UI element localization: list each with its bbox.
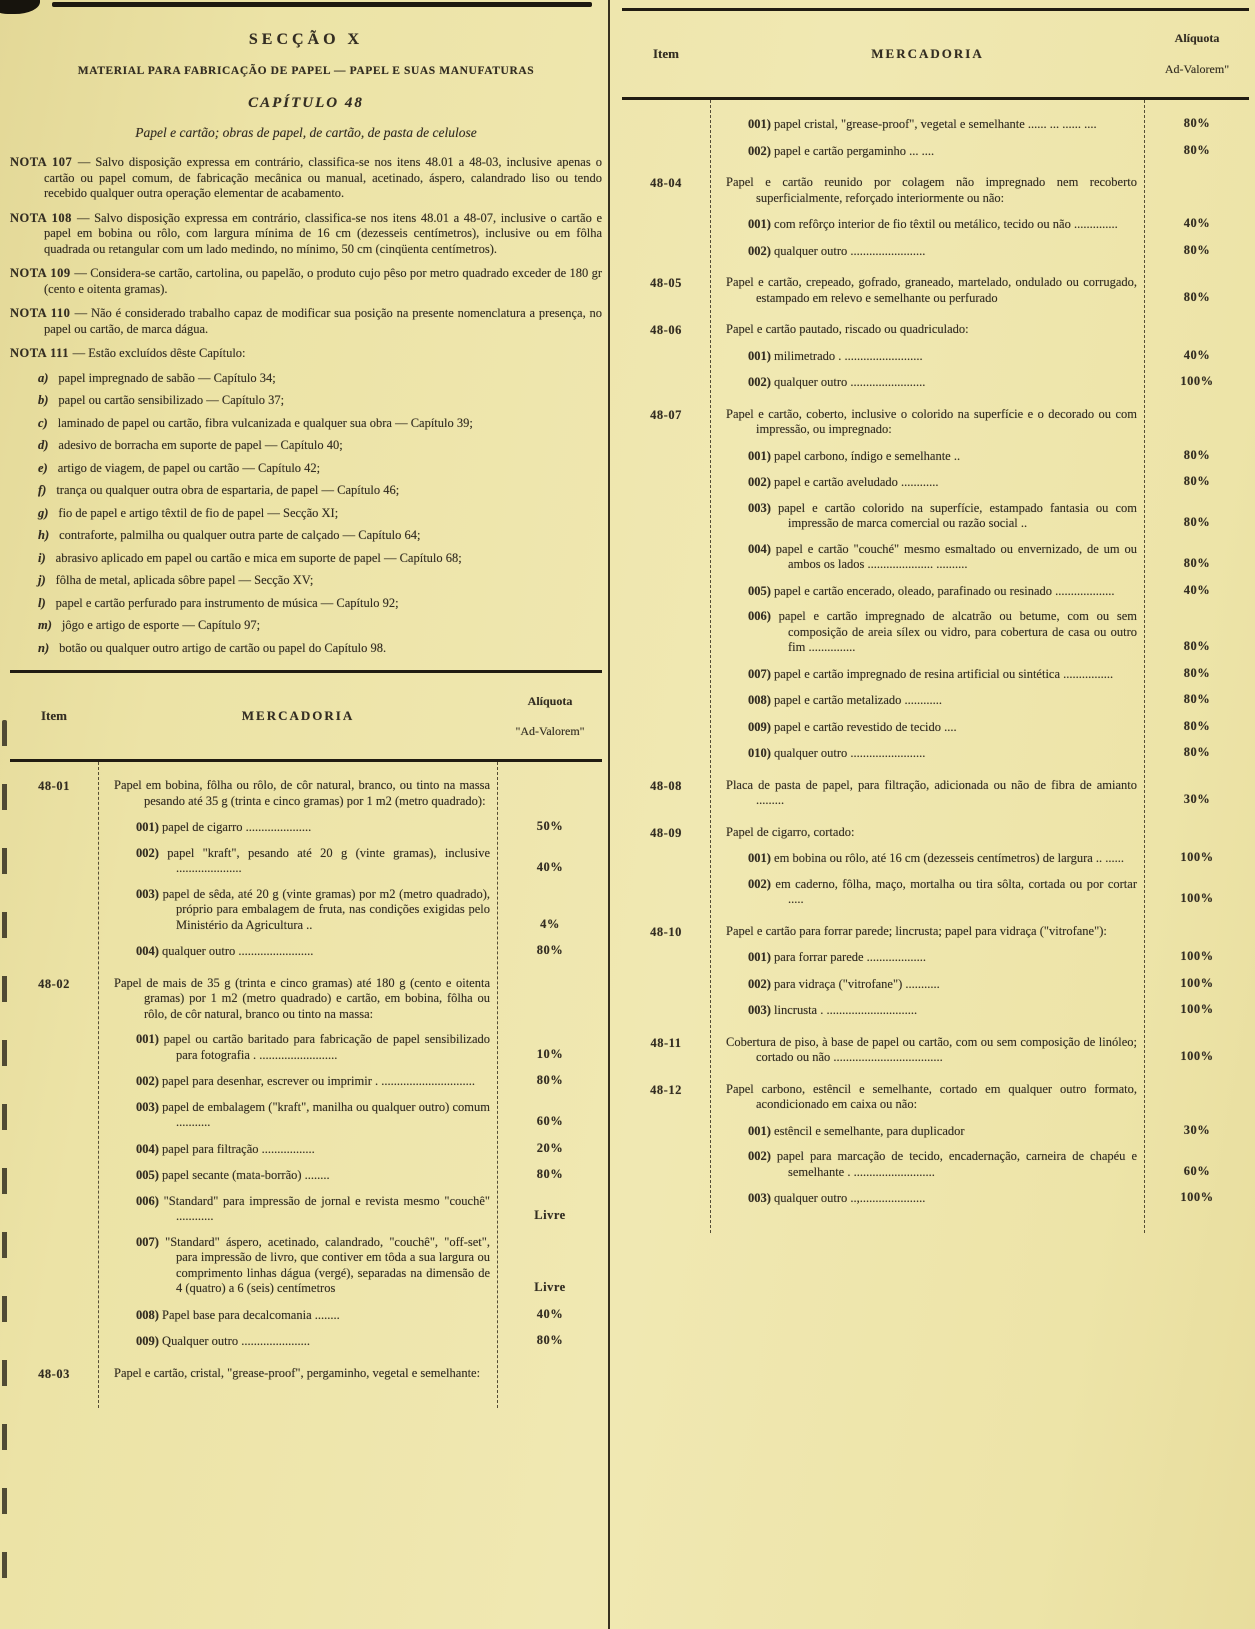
row-description: [710, 407, 1249, 438]
rate-value: 80%: [1183, 556, 1211, 570]
sub-item-number: 001): [748, 348, 775, 363]
sub-item: [710, 877, 1249, 908]
rate-value: 60%: [536, 1114, 564, 1129]
scan-artifact-binding-marks: [2, 720, 7, 1580]
rate-value: 100%: [1180, 891, 1214, 905]
note-label: NOTA 111: [10, 346, 73, 361]
rate-header-line2: "Ad-Valorem": [515, 724, 585, 739]
note-item: NOTA 108 — Salvo disposição expressa em contrário, classifica-se nos itens 48.01 a 48-07, inclusive o cartão e papel em bobina ou rôlo, com largura mínima de 16 cm (dezesseis centímetros), inclusive ou em fôlha quadrada ou retangular com um lado medindo, no mínimo, 50 cm (cinqüenta centímetros).: [10, 210, 602, 256]
rate-value: 80%: [1183, 142, 1211, 157]
row-body: [98, 1366, 602, 1383]
exclusion-letter: d): [38, 438, 49, 453]
table-row: [622, 778, 1249, 809]
sub-item: [98, 1333, 602, 1350]
tariff-table-left: [10, 670, 602, 1408]
sub-item: [710, 1190, 1249, 1207]
table-row: [622, 116, 1249, 159]
exclusion-item: b) papel ou cartão sensibilizado — Capítulo 37;: [38, 393, 285, 408]
sub-item-number: 006): [748, 609, 779, 623]
tariff-table-right: [622, 8, 1249, 1233]
sub-item-text: 004) qualquer outro ........................: [136, 944, 314, 959]
sub-item-number: 001): [748, 1123, 775, 1138]
column-header-merchandise: MERCADORIA: [871, 45, 984, 61]
column-header-merchandise: MERCADORIA: [241, 708, 355, 724]
rate-value: [1145, 839, 1249, 840]
sub-item: [710, 976, 1249, 993]
sub-item-number: 003): [748, 1191, 775, 1205]
row-description: [710, 275, 1249, 306]
item-code: 48-04: [650, 176, 682, 190]
sub-item: [710, 949, 1249, 966]
exclusion-item: j) fôlha de metal, aplicada sôbre papel — Secção XV;: [38, 573, 314, 588]
rate-value: 30%: [1183, 1122, 1211, 1137]
chapter-subject: Papel e cartão; obras de papel, de cartão, de pasta de celulose: [135, 124, 477, 140]
table-row: [622, 275, 1249, 306]
column-header-rate: [498, 673, 602, 759]
sub-item-number: 002): [136, 1074, 163, 1089]
sub-item-text: 001) para forrar parede ...................: [748, 950, 927, 964]
item-code: 48-05: [650, 276, 682, 290]
rate-value: Livre: [534, 1208, 566, 1223]
item-code: [622, 116, 710, 159]
sub-item: [710, 719, 1249, 736]
item-code: 48-07: [650, 407, 682, 422]
column-header-item: Item: [653, 45, 679, 61]
exclusion-item: n) botão ou qualquer outro artigo de cartão ou papel do Capítulo 98.: [38, 640, 387, 655]
row-description: [710, 825, 1249, 841]
table-header: [10, 673, 602, 759]
exclusion-letter: l): [38, 595, 46, 610]
sub-item-number: 002): [748, 475, 775, 489]
sub-item-text: 001) em bobina ou rôlo, até 16 cm (dezesseis centímetros) de largura .. ......: [748, 851, 1125, 865]
sub-item-number: 001): [748, 950, 775, 964]
table-row: [622, 1035, 1249, 1066]
exclusion-letter: b): [38, 393, 49, 408]
rate-value: 40%: [1183, 582, 1211, 597]
table-row: [622, 825, 1249, 908]
row-body: [710, 116, 1249, 159]
note-label: NOTA 109: [10, 266, 75, 281]
row-body: [710, 825, 1249, 908]
exclusion-item: e) artigo de viagem, de papel ou cartão — Capítulo 42;: [38, 460, 321, 475]
rate-value: 40%: [536, 860, 564, 875]
sub-item: [98, 1032, 602, 1063]
note-item: NOTA 111 — Estão excluídos dêste Capítulo:: [10, 346, 246, 361]
exclusion-letter: e): [38, 460, 48, 475]
rate-header-line1: Alíquota: [1174, 31, 1220, 46]
rate-value: 40%: [1183, 216, 1211, 230]
row-description: [710, 1035, 1249, 1066]
rate-value: 100%: [1180, 1002, 1214, 1016]
rate-value: 80%: [1183, 665, 1211, 680]
section-title: SECÇÃO X: [248, 31, 364, 48]
sub-item-number: 009): [136, 1334, 163, 1349]
sub-item-number: 003): [136, 886, 163, 901]
sub-item-number: 002): [748, 876, 776, 891]
exclusion-letter: j): [38, 573, 46, 588]
sub-item-text: 002) papel e cartão pergaminho ... ....: [748, 143, 935, 158]
row-description: [710, 1082, 1249, 1113]
sub-item: [710, 216, 1249, 233]
rate-value: 100%: [1180, 374, 1214, 388]
sub-item: [98, 1194, 602, 1225]
rate-value: 80%: [536, 943, 564, 958]
rate-value: 80%: [536, 1073, 564, 1088]
sub-item-text: 003) papel de embalagem ("kraft", manilha ou qualquer outro) comum ...........: [136, 1099, 490, 1130]
description-text: Papel de cigarro, cortado:: [726, 824, 855, 839]
table-header: [622, 11, 1249, 97]
sub-item: [710, 1149, 1249, 1180]
sub-item-text: 007) "Standard" áspero, acetinado, calandrado, "couchê", "off-set", para impressão de livro, que contiver em tôda a sua largura ou comprimento linhas dágua (vergé), separadas na dimensão de 4 (quatro) a 6 (seis) centímetros: [136, 1234, 490, 1296]
rate-value: 80%: [1183, 447, 1211, 462]
sub-item-text: 002) qualquer outro ........................: [748, 375, 926, 389]
sub-item-number: 010): [748, 746, 775, 760]
exclusion-item: a) papel impregnado de sabão — Capítulo 34;: [38, 370, 276, 385]
table-body: [622, 100, 1249, 1233]
left-column: [0, 0, 608, 1629]
description-text: Papel carbono, estêncil e semelhante, cortado em qualquer outro formato, acondicionado em caixa ou não:: [726, 1081, 1137, 1111]
sub-item-text: 003) papel de sêda, até 20 g (vinte gramas) por m2 (metro quadrado), próprio para embalagem de fruta, nas condições exigidas pelo Ministério da Agricultura ..: [136, 886, 490, 932]
sub-item-text: 004) papel e cartão "couché" mesmo esmaltado ou envernizado, de um ou ambos os lados ..................... ..........: [748, 541, 1137, 571]
rate-value: [1145, 437, 1249, 438]
rate-value: 40%: [1183, 347, 1211, 362]
item-code: 48-11: [650, 1035, 682, 1050]
exclusion-item: d) adesivo de borracha em suporte de papel — Capítulo 40;: [38, 438, 343, 453]
row-body: [98, 778, 602, 960]
description-text: Papel e cartão para forrar parede; lincrusta; papel para vidraça ("vitrofane"):: [726, 923, 1107, 938]
sub-item-text: 001) estêncil e semelhante, para duplicador: [748, 1123, 965, 1138]
sub-item-text: 002) qualquer outro ........................: [748, 243, 926, 258]
sub-item-text: 001) papel carbono, índigo e semelhante ..: [748, 448, 961, 463]
sub-item-text: 002) papel para marcação de tecido, encadernação, carneira de chapéu e semelhante . ..........................: [748, 1149, 1137, 1179]
sub-item-number: 007): [748, 666, 775, 681]
sub-item: [98, 1235, 602, 1297]
sub-item: [710, 1002, 1249, 1019]
row-body: [710, 175, 1249, 259]
rate-value: Livre: [534, 1280, 566, 1295]
sub-item: [710, 448, 1249, 465]
exclusion-letter: h): [38, 528, 50, 543]
note-label: NOTA 107: [10, 155, 78, 170]
sub-item: [710, 542, 1249, 573]
sub-item: [98, 943, 602, 960]
sub-item-number: 001): [748, 217, 775, 231]
description-text: Placa de pasta de papel, para filtração, adicionada ou não de fibra de amianto .........: [726, 777, 1137, 807]
item-code: 48-02: [38, 976, 70, 991]
sub-item-text: 008) papel e cartão metalizado ............: [748, 693, 943, 707]
exclusion-item: l) papel e cartão perfurado para instrumento de música — Capítulo 92;: [38, 595, 399, 610]
description-text: Papel e cartão reunido por colagem não impregnado nem recoberto superficialmente, reforçado interiormente ou não:: [726, 175, 1137, 205]
rate-value: 100%: [1180, 850, 1214, 864]
row-body: [710, 1035, 1249, 1066]
description-text: Papel e cartão, cristal, "grease-proof", pergaminho, vegetal e semelhante:: [114, 1365, 481, 1380]
rate-value: 80%: [1183, 289, 1211, 304]
sub-item: [710, 143, 1249, 160]
sub-item-number: 002): [748, 243, 775, 258]
sub-item-number: 005): [748, 583, 775, 598]
section-subtitle: MATERIAL PARA FABRICAÇÃO DE PAPEL — PAPEL E SUAS MANUFATURAS: [77, 64, 535, 77]
sub-item-number: 001): [136, 1032, 164, 1047]
rate-value: 50%: [536, 819, 564, 834]
rate-value: [1145, 337, 1249, 338]
sub-item-number: 001): [136, 820, 163, 835]
right-column: [610, 0, 1255, 1629]
sub-item-text: 007) papel e cartão impregnado de resina artificial ou sintética ................: [748, 666, 1114, 681]
row-body: [98, 976, 602, 1350]
sub-item-text: 005) papel e cartão encerado, oleado, parafinado ou resinado ...................: [748, 583, 1115, 598]
sub-item-number: 008): [136, 1307, 163, 1322]
row-description: [710, 778, 1249, 809]
sub-item-text: 008) Papel base para decalcomania ........: [136, 1307, 340, 1322]
description-text: Papel em bobina, fôlha ou rôlo, de côr natural, branco, ou tinto na massa pesando até 35 g (trinta e cinco gramas) por 1 m2 (metro quadrado):: [114, 778, 490, 808]
sub-item-text: 001) milimetrado . .........................: [748, 348, 923, 363]
sub-item-number: 008): [748, 693, 775, 707]
sub-item-text: 001) papel ou cartão baritado para fabricação de papel sensibilizado para fotografia . .........................: [136, 1032, 490, 1062]
rate-header-line1: Alíquota: [527, 693, 573, 708]
sub-item: [710, 116, 1249, 133]
sub-item-text: 002) em caderno, fôlha, maço, mortalha ou tira sôlta, cortada ou por cortar .....: [748, 876, 1137, 906]
sub-item-text: 005) papel secante (mata-borrão) ........: [136, 1168, 330, 1183]
table-body: [10, 762, 602, 1408]
sub-item: [98, 887, 602, 934]
exclusion-item: c) laminado de papel ou cartão, fibra vulcanizada e qualquer sua obra — Capítulo 39;: [38, 415, 473, 430]
note-label: NOTA 108: [10, 210, 77, 225]
sub-item-text: 003) qualquer outro ..,.....................: [748, 1191, 926, 1205]
sub-item-number: 003): [136, 1099, 163, 1114]
sub-item: [710, 583, 1249, 600]
row-description: [710, 924, 1249, 940]
column-rule: [710, 100, 711, 1233]
sub-item: [710, 666, 1249, 683]
sub-item: [98, 819, 602, 836]
item-code: 48-10: [650, 924, 682, 939]
exclusion-letter: c): [38, 415, 48, 430]
exclusion-letter: i): [38, 550, 46, 565]
sub-item: [710, 692, 1249, 709]
sub-item-text: 001) papel de cigarro .....................: [136, 820, 312, 835]
sub-item-text: 009) papel e cartão revestido de tecido ....: [748, 719, 957, 734]
sub-item-text: 010) qualquer outro ........................: [748, 746, 926, 760]
sub-item-text: 002) papel para desenhar, escrever ou imprimir . ..............................: [136, 1074, 475, 1089]
sub-item-number: 004): [136, 944, 163, 959]
rate-value: 80%: [1183, 116, 1211, 130]
sub-item-text: 001) papel cristal, "grease-proof", vegetal e semelhante ...... ... ...... ....: [748, 117, 1097, 131]
item-code: 48-06: [650, 323, 682, 337]
exclusion-item: i) abrasivo aplicado em papel ou cartão e mica em suporte de papel — Capítulo 68;: [38, 550, 462, 565]
row-body: [710, 407, 1249, 762]
description-text: Cobertura de piso, à base de papel ou cartão, com ou sem composição de linóleo; cortado ou não ...................................: [726, 1034, 1137, 1064]
rate-value: 20%: [536, 1140, 564, 1155]
sub-item: [98, 1073, 602, 1090]
note-item: NOTA 109 — Considera-se cartão, cartolina, ou papelão, o produto cujo pêso por metro quadrado exceder de 180 gr (cento e oitenta gramas).: [10, 266, 602, 296]
sub-item-number: 002): [748, 375, 775, 389]
rate-value: 80%: [1183, 718, 1211, 733]
row-description: [710, 322, 1249, 338]
sub-item: [98, 1141, 602, 1158]
row-description: [98, 1366, 602, 1382]
rate-value: 100%: [1180, 949, 1214, 963]
note-item: NOTA 107 — Salvo disposição expressa em contrário, classifica-se nos itens 48.01 a 48-03, inclusive apenas o cartão ou papel comum, de fabricação mecânica ou manual, acetinado, áspero, calandrado liso ou tendo recebido qualquer outra operação elementar de acabamento.: [10, 155, 602, 201]
rate-value: 80%: [536, 1167, 564, 1182]
exclusion-item: h) contraforte, palmilha ou qualquer outra parte de calçado — Capítulo 64;: [38, 528, 421, 543]
column-header-item: Item: [41, 708, 67, 724]
sub-item: [98, 846, 602, 877]
item-code: 48-09: [650, 825, 682, 840]
sub-item-number: 007): [136, 1234, 166, 1249]
column-rule: [497, 762, 498, 1408]
row-body: [710, 778, 1249, 809]
sub-item: [710, 501, 1249, 532]
sub-item: [710, 474, 1249, 491]
sub-item-number: 003): [748, 1003, 775, 1017]
sub-item-number: 003): [748, 500, 778, 515]
sub-item-text: 003) lincrusta . .............................: [748, 1003, 918, 1017]
column-header-rate: [1145, 11, 1249, 97]
rate-header-line2: Ad-Valorem": [1164, 62, 1230, 76]
rate-value: [1145, 938, 1249, 939]
row-body: [710, 275, 1249, 306]
item-code: 48-01: [38, 779, 70, 794]
rate-value: 100%: [1180, 1049, 1214, 1063]
description-text: Papel e cartão, coberto, inclusive o colorido na superfície e o decorado ou com impressão, ou impregnado:: [726, 406, 1137, 436]
item-code: 48-12: [650, 1082, 682, 1097]
rate-value: [498, 808, 602, 809]
sub-item-text: 002) papel e cartão aveludado ............: [748, 475, 939, 489]
description-text: Papel de mais de 35 g (trinta e cinco gramas) até 180 g (cento e oitenta gramas) por 1 m2 (metro quadrado) e cartão, em bobina, fôlha ou rôlo, de côr natural, branco ou tinto na massa:: [114, 975, 490, 1021]
exclusion-letter: m): [38, 618, 52, 633]
sub-item-number: 005): [136, 1168, 163, 1183]
row-body: [710, 322, 1249, 391]
sub-item-number: 002): [748, 143, 775, 158]
rate-value: 40%: [536, 1306, 564, 1321]
scan-artifact-corner: [0, 0, 40, 14]
exclusion-letter: f): [38, 483, 47, 498]
exclusion-item: g) fio de papel e artigo têxtil de fio de papel — Secção XI;: [38, 505, 339, 520]
exclusions-list: [10, 371, 602, 657]
row-body: [710, 924, 1249, 1019]
rate-value: 30%: [1183, 792, 1211, 806]
sub-item-text: 001) com refôrço interior de fio têxtil ou metálico, tecido ou não ..............: [748, 217, 1118, 231]
rate-value: [1145, 205, 1249, 206]
exclusion-letter: a): [38, 370, 49, 385]
sub-item: [98, 1167, 602, 1184]
sub-item-number: 001): [748, 448, 775, 463]
chapter-title: CAPÍTULO 48: [248, 95, 364, 112]
sub-item: [98, 1307, 602, 1324]
sub-item-text: 002) para vidraça ("vitrofane") ...........: [748, 976, 940, 991]
sub-item-number: 004): [136, 1141, 163, 1156]
sub-item: [710, 1123, 1249, 1140]
sub-item-number: 004): [748, 541, 776, 556]
sub-item: [710, 374, 1249, 391]
sub-item-number: 001): [748, 851, 775, 865]
sub-item-number: 002): [748, 976, 775, 991]
rate-value: 60%: [1183, 1163, 1211, 1178]
row-description: [710, 175, 1249, 206]
exclusion-item: f) trança ou qualquer outra obra de espartaria, de papel — Capítulo 46;: [38, 483, 400, 498]
scan-artifact-topline: [52, 2, 592, 7]
rate-value: 80%: [1183, 745, 1211, 759]
exclusion-letter: g): [38, 505, 49, 520]
sub-item-text: 003) papel e cartão colorido na superfície, estampado fantasia ou com impressão de marca comercial ou razão social ..: [748, 500, 1137, 530]
rate-value: [1145, 1112, 1249, 1113]
sub-item: [710, 243, 1249, 260]
sub-item-number: 001): [748, 117, 775, 131]
chapter-notes: [10, 155, 602, 362]
rate-value: 100%: [1180, 975, 1214, 990]
sub-item: [710, 745, 1249, 762]
rate-value: 100%: [1180, 1190, 1214, 1204]
row-description: [98, 778, 602, 809]
column-rule: [1144, 100, 1145, 1233]
sub-item-number: 006): [136, 1193, 164, 1208]
rate-value: 80%: [1183, 515, 1211, 529]
rate-value: 80%: [1183, 242, 1211, 257]
rate-value: 80%: [1183, 474, 1211, 488]
sub-item-number: 002): [136, 845, 168, 860]
sub-item: [710, 348, 1249, 365]
exclusion-item: m) jôgo e artigo de esporte — Capítulo 97;: [38, 618, 261, 633]
rate-value: [498, 1380, 602, 1381]
sub-item-text: 002) papel "kraft", pesando até 20 g (vinte gramas), inclusive .....................: [136, 845, 490, 876]
table-row: [622, 175, 1249, 259]
item-code: 48-03: [38, 1366, 70, 1381]
sub-item-number: 002): [748, 1149, 777, 1163]
description-text: Papel e cartão, crepeado, gofrado, graneado, martelado, ondulado ou corrugado, estampado em relevo e semelhante ou perfurado: [726, 275, 1137, 305]
description-text: Papel e cartão pautado, riscado ou quadriculado:: [726, 322, 969, 336]
rate-value: 80%: [1183, 639, 1211, 653]
exclusion-letter: n): [38, 640, 50, 655]
table-row: [622, 1082, 1249, 1207]
note-item: NOTA 110 — Não é considerado trabalho capaz de modificar sua posição na presente nomenclatura a presença, no papel ou cartão, de marca dágua.: [10, 306, 602, 336]
sub-item-number: 009): [748, 719, 775, 734]
rate-value: 4%: [540, 916, 560, 931]
sub-item-text: 006) "Standard" para impressão de jornal e revista mesmo "couchê" ............: [136, 1193, 490, 1224]
sub-item: [710, 609, 1249, 656]
rate-value: [498, 1021, 602, 1022]
row-body: [710, 1082, 1249, 1207]
rate-value: 80%: [1183, 692, 1211, 706]
note-label: NOTA 110: [10, 306, 75, 321]
rate-value: 80%: [536, 1333, 564, 1348]
row-description: [98, 976, 602, 1023]
table-row: [622, 407, 1249, 762]
item-code: 48-08: [650, 778, 682, 793]
table-row: [622, 924, 1249, 1019]
sub-item: [98, 1100, 602, 1131]
sub-item-text: 006) papel e cartão impregnado de alcatrão ou betume, com ou sem composição de areia sílex ou vidro, para cobertura de casa ou outro fim ...............: [748, 609, 1137, 654]
sub-item: [710, 850, 1249, 867]
column-rule: [98, 762, 99, 1408]
sub-item-text: 009) Qualquer outro ......................: [136, 1334, 310, 1349]
table-row: [622, 322, 1249, 391]
sub-item-text: 004) papel para filtração .................: [136, 1141, 315, 1156]
rate-value: 10%: [536, 1046, 564, 1061]
